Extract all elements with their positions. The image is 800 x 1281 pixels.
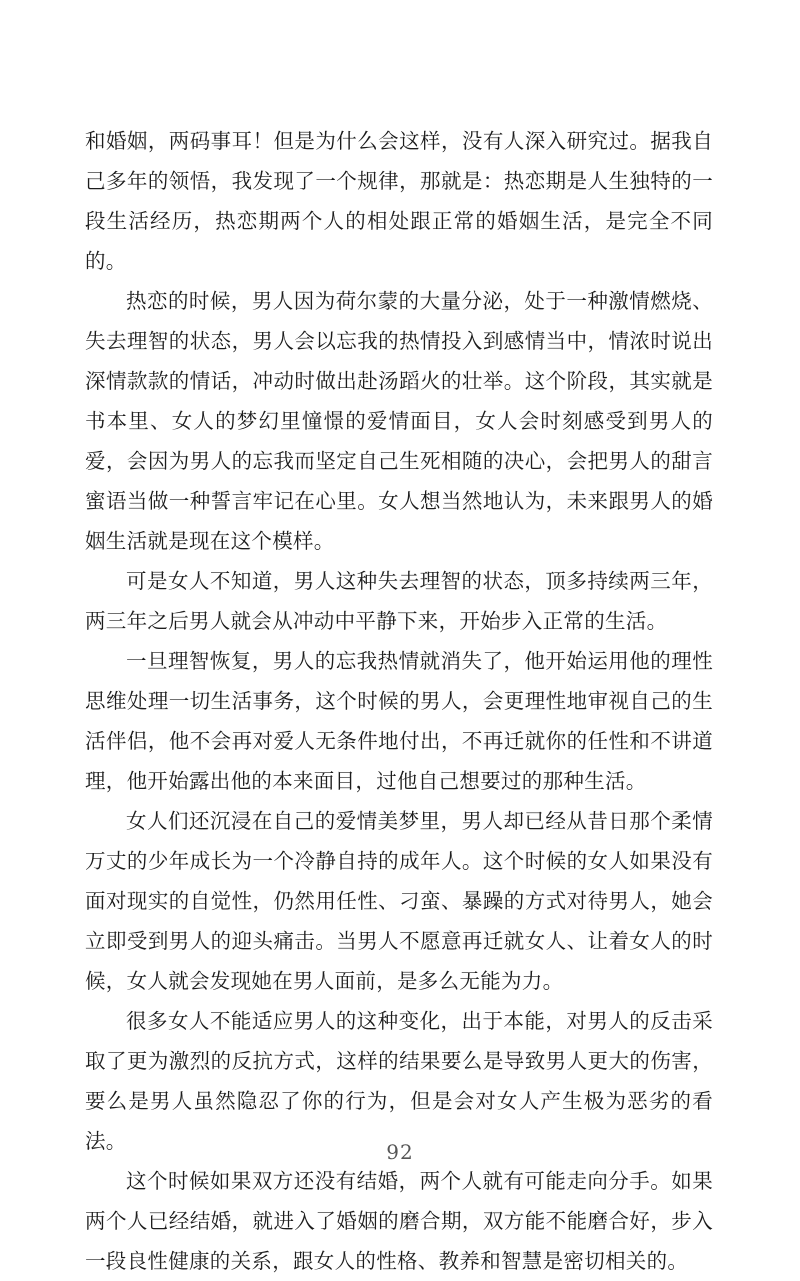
body-text xyxy=(85,121,713,1281)
paragraph-1: 和婚姻，两码事耳！但是为什么会这样，没有人深入研究过。据我自己多年的领悟，我发现了一个规律，那就是：热恋期是人生独特的一段生活经历，热恋期两个人的相处跟正常的婚姻生活，是完全不同的。 xyxy=(85,129,713,273)
paragraph-5: 女人们还沉浸在自己的爱情美梦里，男人却已经从昔日那个柔情万丈的少年成长为一个冷静自持的成年人。这个时候的女人如果没有面对现实的自觉性，仍然用任性、刁蛮、暴躁的方式对待男人，她会立即受到男人的迎头痛击。当男人不愿意再迁就女人、让着女人的时候，女人就会发现她在男人面前，是多么无能为力。 xyxy=(85,809,713,993)
paragraph-6: 很多女人不能适应男人的这种变化，出于本能，对男人的反击采取了更为激烈的反抗方式，这样的结果要么是导致男人更大的伤害，要么是男人虽然隐忍了你的行为，但是会对女人产生极为恶劣的看法。 xyxy=(85,1009,713,1153)
page-number: 92 xyxy=(386,1140,414,1164)
paragraph-2: 热恋的时候，男人因为荷尔蒙的大量分泌，处于一种激情燃烧、失去理智的状态，男人会以忘我的热情投入到感情当中，情浓时说出深情款款的情话，冲动时做出赴汤蹈火的壮举。这个阶段，其实就是书本里、女人的梦幻里憧憬的爱情面目，女人会时刻感受到男人的爱，会因为男人的忘我而坚定自己生死相随的决心，会把男人的甜言蜜语当做一种誓言牢记在心里。女人想当然地认为，未来跟男人的婚姻生活就是现在这个模样。 xyxy=(85,289,713,553)
paragraph-3: 可是女人不知道，男人这种失去理智的状态，顶多持续两三年，两三年之后男人就会从冲动中平静下来，开始步入正常的生活。 xyxy=(85,569,713,633)
paragraph-4: 一旦理智恢复，男人的忘我热情就消失了，他开始运用他的理性思维处理一切生活事务，这个时候的男人，会更理性地审视自己的生活伴侣，他不会再对爱人无条件地付出，不再迁就你的任性和不讲道理，他开始露出他的本来面目，过他自己想要过的那种生活。 xyxy=(85,649,713,793)
paragraph-7: 这个时候如果双方还没有结婚，两个人就有可能走向分手。如果两个人已经结婚，就进入了婚姻的磨合期，双方能不能磨合好，步入一段良性健康的关系，跟女人的性格、教养和智慧是密切相关的。 xyxy=(85,1169,713,1273)
